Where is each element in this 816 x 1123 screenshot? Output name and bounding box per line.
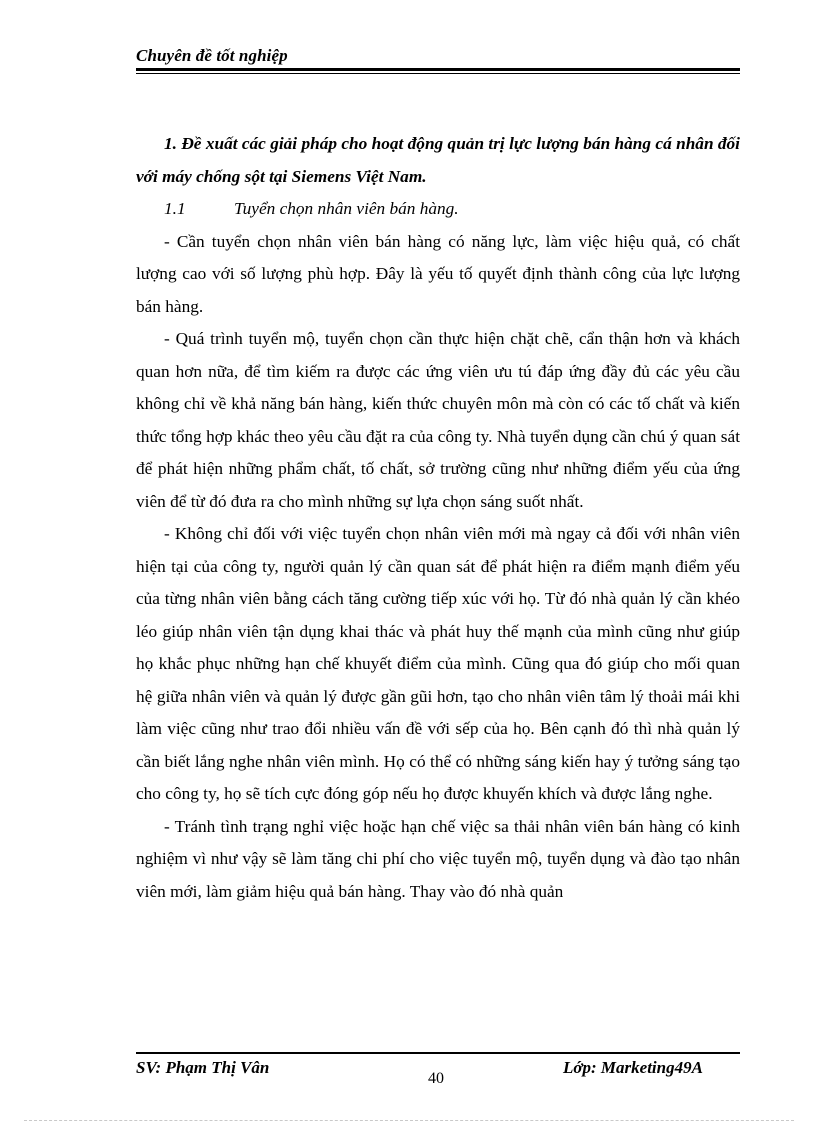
footer-student: SV: Phạm Thị Vân: [136, 1058, 270, 1077]
paragraph: - Cần tuyển chọn nhân viên bán hàng có năng lực, làm việc hiệu quả, có chất lượng cao với số lượng phù hợp. Đây là yếu tố quyết định thành công của lực lượng bán hàng.: [136, 231, 740, 316]
sub-heading-number: 1.1: [164, 199, 186, 218]
paragraph: - Quá trình tuyển mộ, tuyển chọn cần thực hiện chặt chẽ, cẩn thận hơn và khách quan hơn nữa, để tìm kiếm ra được các ứng viên ưu tú đáp ứng đầy đủ các yêu cầu không chỉ về khả năng bán hàng, kiến thức chuyên môn mà còn có các tố chất và kiến thức tổng hợp khác theo yêu cầu đặt ra của công ty. Nhà tuyển dụng cần chú ý quan sát để phát hiện những phẩm chất, tố chất, sở trường cũng như những điểm yếu của ứng viên để từ đó đưa ra cho mình những sự lựa chọn sáng suốt nhất.: [136, 329, 740, 511]
footer-rule: [136, 1052, 740, 1054]
sub-heading-text: Tuyển chọn nhân viên bán hàng.: [234, 199, 459, 218]
footer-class: Lớp: Marketing49A: [563, 1058, 703, 1077]
sub-heading: [136, 193, 740, 226]
page-edge-divider: [24, 1120, 794, 1121]
header-rule: [136, 68, 740, 71]
paragraph: - Tránh tình trạng nghỉ việc hoặc hạn chế việc sa thải nhân viên bán hàng có kinh nghiệm vì như vậy sẽ làm tăng chi phí cho việc tuyển mộ, tuyển dụng và đào tạo nhân viên mới, làm giảm hiệu quả bán hàng. Thay vào đó nhà quản: [136, 816, 740, 901]
page-number: 40: [428, 1070, 444, 1087]
section-heading: 1. Đề xuất các giải pháp cho hoạt động quản trị lực lượng bán hàng cá nhân đối với máy chống sột tại Siemens Việt Nam.: [136, 134, 740, 186]
header-rule-thin: [136, 73, 740, 74]
body-content: [136, 128, 740, 908]
header-title: Chuyên đề tốt nghiệp: [136, 46, 288, 65]
paragraph: - Không chỉ đối với việc tuyển chọn nhân viên mới mà ngay cả đối với nhân viên hiện tại của công ty, người quản lý cần quan sát để phát hiện ra điểm mạnh điểm yếu của từng nhân viên bằng cách tăng cường tiếp xúc với họ. Từ đó nhà quản lý cần khéo léo giúp nhân viên tận dụng khai thác và phát huy thế mạnh của mình cũng như giúp họ khắc phục những hạn chế khuyết điểm của mình. Cũng qua đó giúp cho mối quan hệ giữa nhân viên và quản lý được gần gũi hơn, tạo cho nhân viên tâm lý thoải mái khi làm việc cũng như trao đổi nhiều vấn đề với sếp của họ. Bên cạnh đó thì nhà quản lý cần biết lắng nghe nhân viên mình. Họ có thể có những sáng kiến hay ý tưởng sáng tạo cho công ty, họ sẽ tích cực đóng góp nếu họ được khuyến khích và được lắng nghe.: [136, 524, 740, 803]
